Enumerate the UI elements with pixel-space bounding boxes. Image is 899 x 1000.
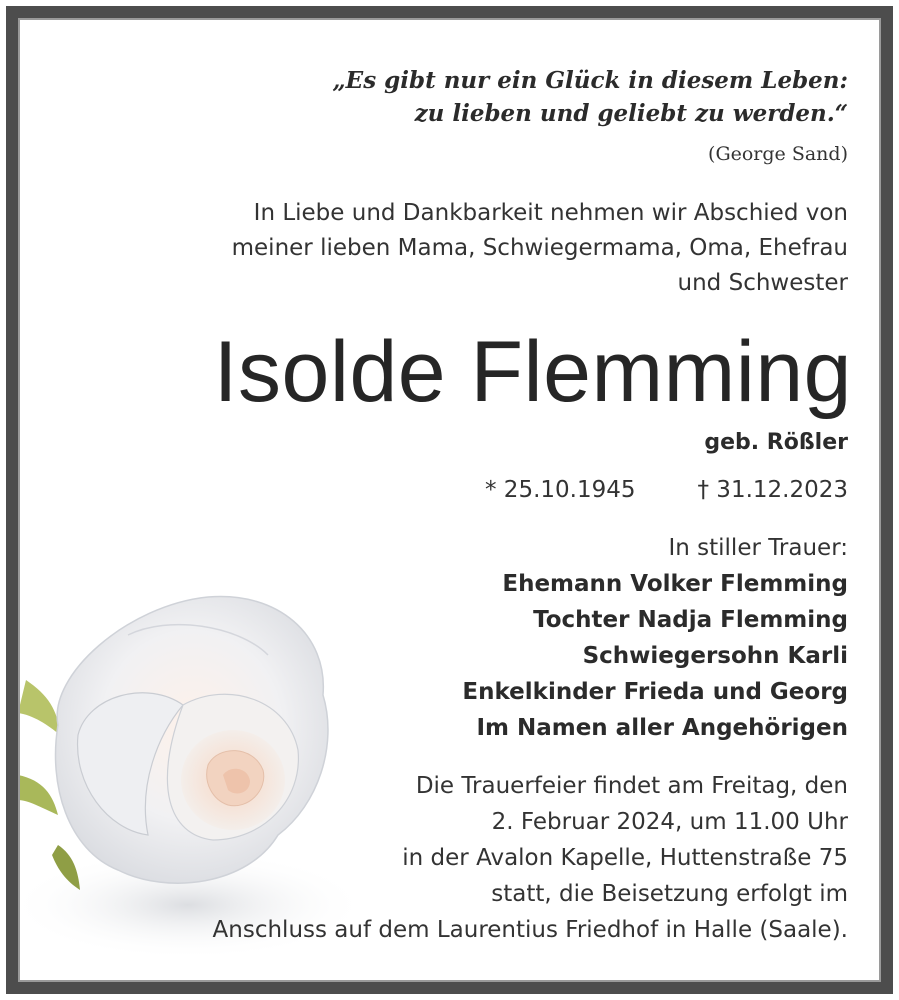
list-item: Im Namen aller Angehörigen — [476, 715, 848, 741]
mourners-label: In stiller Trauer: — [668, 535, 848, 561]
list-item: Tochter Nadja Flemming — [533, 607, 848, 633]
list-item: Ehemann Volker Flemming — [502, 571, 848, 597]
life-dates — [485, 472, 848, 508]
deceased-name: Isolde Flemming — [213, 324, 852, 420]
funeral-details — [213, 768, 848, 948]
quote-line: zu lieben und geliebt zu werden.“ — [414, 100, 848, 127]
intro-line: und Schwester — [677, 270, 848, 296]
intro-line: In Liebe und Dankbarkeit nehmen wir Abschied von — [253, 200, 848, 226]
funeral-line: Die Trauerfeier findet am Freitag, den — [415, 773, 848, 799]
quote — [332, 64, 848, 130]
list-item: Enkelkinder Frieda und Georg — [462, 679, 848, 705]
maiden-name: geb. Rößler — [704, 430, 848, 455]
intro-line: meiner lieben Mama, Schwiegermama, Oma, Ehefrau — [231, 235, 848, 261]
mourners-list — [462, 566, 848, 746]
farewell-intro — [232, 196, 848, 301]
funeral-line: statt, die Beisetzung erfolgt im — [491, 881, 848, 907]
death-date: † 31.12.2023 — [697, 477, 848, 503]
funeral-line: Anschluss auf dem Laurentius Friedhof in Halle (Saale). — [212, 917, 848, 943]
quote-line: „Es gibt nur ein Glück in diesem Leben: — [332, 67, 848, 94]
quote-author: (George Sand) — [708, 143, 848, 165]
funeral-line: in der Avalon Kapelle, Huttenstraße 75 — [402, 845, 848, 871]
funeral-line: 2. Februar 2024, um 11.00 Uhr — [491, 809, 848, 835]
list-item: Schwiegersohn Karli — [582, 643, 848, 669]
birth-date: * 25.10.1945 — [485, 477, 636, 503]
